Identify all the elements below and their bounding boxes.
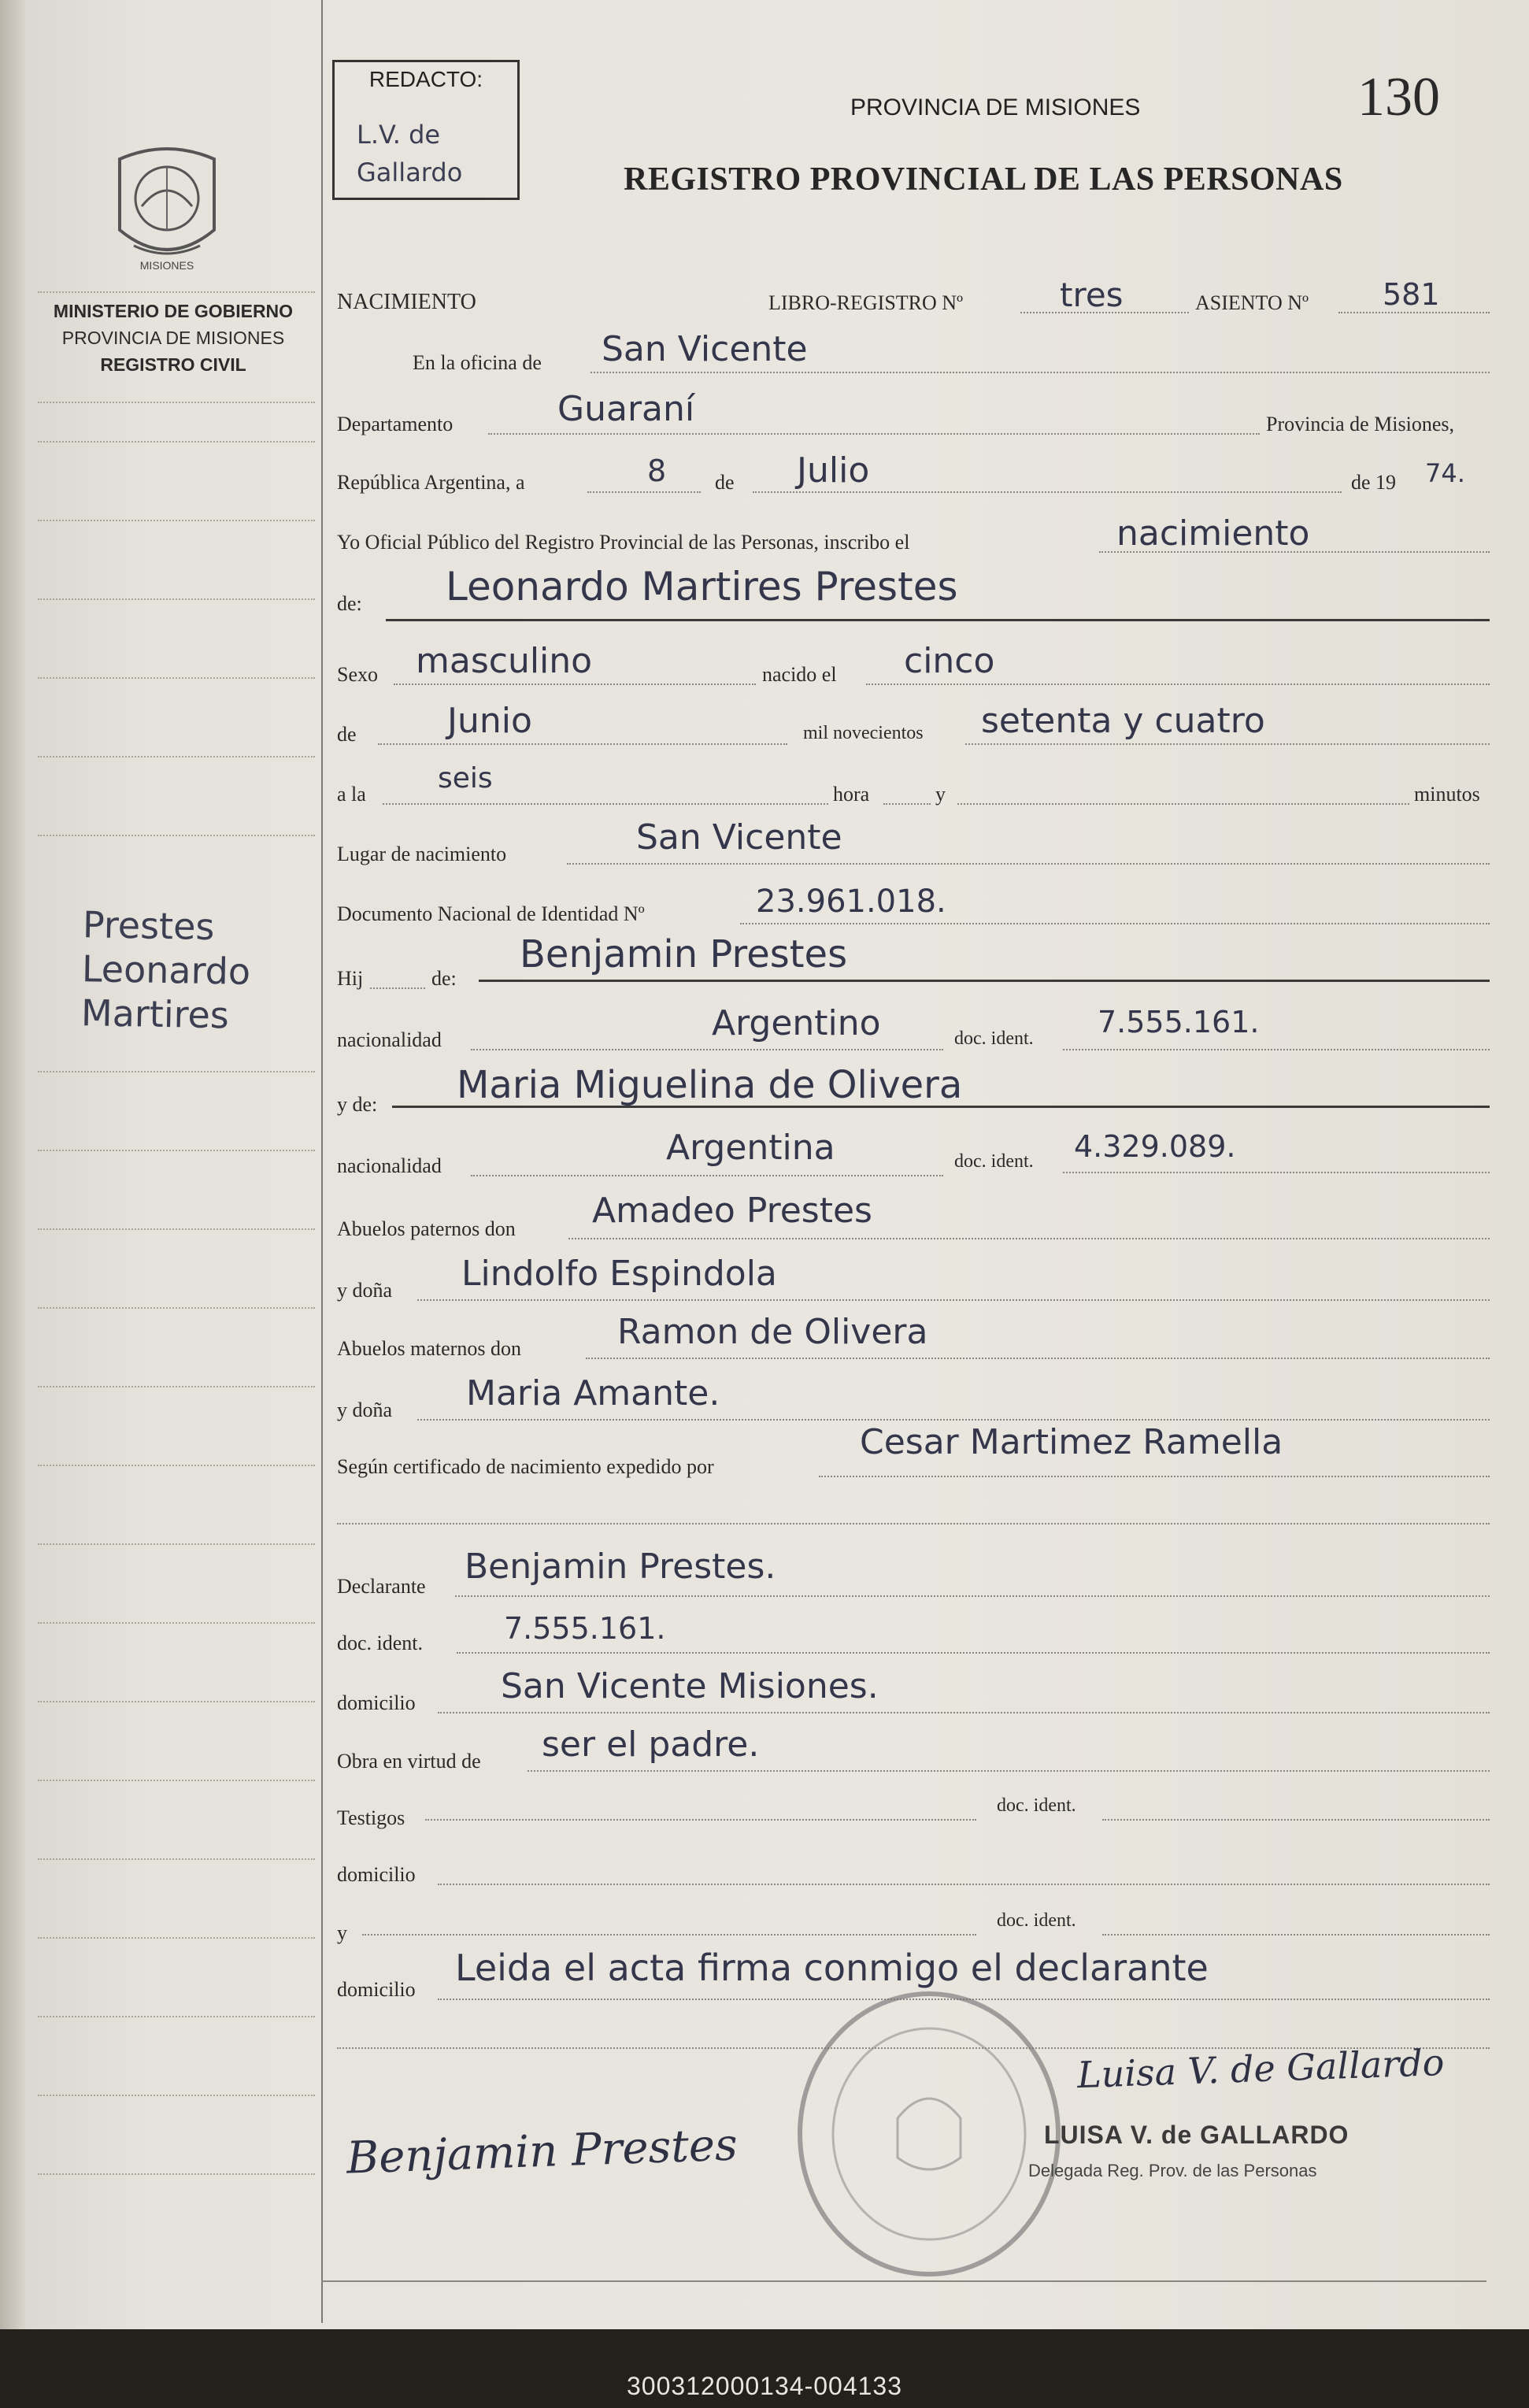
ministry-heading [31, 298, 315, 378]
official-signature: Luisa V. de Gallardo [1076, 2040, 1446, 2097]
nacido-value: cinco [904, 641, 995, 681]
mes2-value: Junio [447, 701, 532, 741]
doc-padre-value: 7.555.161. [1098, 1005, 1260, 1039]
oficina-value: San Vicente [602, 329, 808, 369]
margin-note-line-1: Prestes [82, 903, 215, 949]
ab-pat-dona-value: Lindolfo Espindola [461, 1254, 777, 1294]
dni-value: 23.961.018. [756, 884, 946, 920]
margin-rule [321, 0, 323, 2323]
book-spine [0, 0, 25, 2408]
doc-ident-label-padre: doc. ident. [954, 1028, 1034, 1049]
lugar-value: San Vicente [636, 817, 842, 858]
redacto-signature [357, 116, 462, 191]
nacimiento-label: NACIMIENTO [337, 290, 476, 314]
domicilio-value: San Vicente Misiones. [501, 1666, 879, 1706]
margin-note-line-2: Leonardo [81, 947, 251, 993]
dni-label: Documento Nacional de Identidad Nº [337, 902, 645, 925]
ydona-label-pat: y doña [337, 1279, 393, 1302]
ydona-label-mat: y doña [337, 1398, 393, 1421]
mes-value: Julio [797, 450, 870, 491]
ministry-line-1: MINISTERIO DE GOBIERNO [53, 301, 294, 321]
ala-label: a la [337, 783, 366, 806]
testigos-label: Testigos [337, 1806, 405, 1829]
redacto-sig-line-2: Gallardo [357, 157, 463, 187]
de-label: de [715, 471, 735, 494]
ab-pat-value: Amadeo Prestes [592, 1191, 872, 1231]
de2-label: de [337, 723, 357, 746]
margin-note-line-3: Martires [80, 991, 230, 1037]
redacto-title: REDACTO: [368, 67, 483, 91]
hij-de-label: de: [431, 967, 457, 990]
padre-value: Benjamin Prestes [520, 932, 848, 976]
ala-value: seis [438, 762, 493, 795]
ab-mat-value: Ramon de Olivera [617, 1312, 928, 1352]
segun-label: Según certificado de nacimiento expedido por [337, 1455, 714, 1478]
doc-madre-value: 4.329.089. [1074, 1129, 1236, 1164]
yde-label: y de: [337, 1093, 378, 1116]
doc-ident-testigo-2: doc. ident. [997, 1910, 1076, 1931]
y2-label: y [337, 1921, 347, 1944]
minutos-label: minutos [1414, 783, 1480, 806]
ministry-line-2: PROVINCIA DE MISIONES [61, 328, 285, 348]
redacto-sig-line-1: L.V. de [357, 120, 441, 150]
y-label: y [935, 783, 946, 806]
nombre-value: Leonardo Martires Prestes [446, 564, 958, 609]
province-title: PROVINCIA DE MISIONES [850, 94, 1141, 120]
inscribo-value: nacimiento [1116, 513, 1310, 554]
svg-text:MISIONES: MISIONES [139, 259, 194, 272]
nacionalidad-label-madre: nacionalidad [337, 1154, 442, 1177]
bottom-rule [321, 2280, 1486, 2282]
redacto-box [332, 60, 520, 200]
folio-number: 130 [1357, 67, 1440, 128]
provincia-suffix: Provincia de Misiones, [1266, 413, 1455, 435]
sexo-label: Sexo [337, 663, 378, 686]
ab-mat-label: Abuelos maternos don [337, 1337, 521, 1360]
registry-title: REGISTRO PROVINCIAL DE LAS PERSONAS [624, 161, 1343, 198]
hora-label: hora [833, 783, 870, 806]
margin-name-note [81, 902, 252, 1038]
anio-prefix: de 19 [1351, 471, 1397, 494]
asiento-label: ASIENTO Nº [1195, 291, 1309, 314]
doc-ident2-label: doc. ident. [337, 1632, 424, 1654]
departamento-value: Guaraní [557, 389, 695, 429]
segun-value: Cesar Martimez Ramella [860, 1422, 1283, 1462]
sexo-value: masculino [416, 641, 593, 681]
nac-madre-value: Argentina [666, 1128, 835, 1168]
domicilio-label-testigo-2: domicilio [337, 1978, 416, 2001]
ab-mat-dona-value: Maria Amante. [466, 1373, 720, 1413]
oficina-label: En la oficina de [413, 351, 542, 374]
leida-value: Leida el acta firma conmigo el declarante [455, 1947, 1209, 1989]
registry-round-stamp [787, 1984, 1071, 2284]
domicilio-label-testigo-1: domicilio [337, 1863, 416, 1886]
lugar-label: Lugar de nacimiento [337, 843, 507, 865]
obra-label: Obra en virtud de [337, 1750, 481, 1773]
ab-pat-label: Abuelos paternos don [337, 1217, 516, 1240]
de-colon-label: de: [337, 592, 362, 615]
nac-padre-value: Argentino [712, 1003, 881, 1043]
official-stamp-name: LUISA V. de GALLARDO [1044, 2121, 1349, 2149]
libro-value: tres [1060, 276, 1124, 314]
mil-label: mil novecientos [803, 723, 924, 743]
nacido-label: nacido el [762, 663, 837, 686]
departamento-label: Departamento [337, 413, 454, 435]
anio-value: 74. [1425, 458, 1465, 488]
republica-label: República Argentina, a [337, 471, 525, 494]
dia-value: 8 [647, 454, 667, 488]
libro-label: LIBRO-REGISTRO Nº [768, 291, 964, 314]
hij-label: Hij [337, 967, 364, 990]
mil-value: setenta y cuatro [981, 701, 1265, 741]
ministry-line-3: REGISTRO CIVIL [100, 354, 246, 375]
declarant-signature: Benjamin Prestes [346, 2119, 739, 2184]
domicilio-label: domicilio [337, 1691, 416, 1714]
asiento-value: 581 [1383, 277, 1440, 312]
scan-image-id: 300312000134-004133 [627, 2372, 902, 2400]
province-seal-icon [110, 143, 224, 277]
nacionalidad-label-padre: nacionalidad [337, 1028, 442, 1051]
declarante-value: Benjamin Prestes. [465, 1547, 776, 1587]
doc-decl-value: 7.555.161. [504, 1611, 666, 1646]
madre-value: Maria Miguelina de Olivera [457, 1063, 963, 1107]
yo-oficial-text: Yo Oficial Público del Registro Provincial de las Personas, inscribo el [337, 531, 910, 554]
doc-ident-label-madre: doc. ident. [954, 1151, 1034, 1172]
declarante-label: Declarante [337, 1575, 426, 1598]
doc-ident-testigo-1: doc. ident. [997, 1795, 1076, 1816]
official-stamp-role: Delegada Reg. Prov. de las Personas [1028, 2161, 1317, 2180]
obra-value: ser el padre. [542, 1724, 760, 1765]
